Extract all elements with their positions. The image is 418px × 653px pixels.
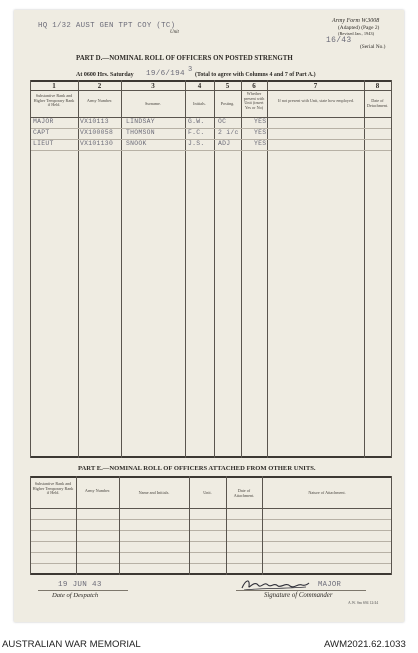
part-e-col-line [76,476,77,575]
table-cell: LIEUT [33,140,54,147]
part-d-year-typed: 3 [188,66,193,74]
col-number: 3 [151,82,155,90]
part-e-title: PART E.—NOMINAL ROLL OF OFFICERS ATTACHED FROM OTHER UNITS. [78,465,316,472]
serial-typed: 16/43 [326,36,352,45]
part-e-col-line [30,476,31,575]
part-e-bottom-rule [30,573,392,575]
col-heading: If not present with Unit, state how employed. [278,98,354,103]
table-cell: OC [218,118,227,125]
part-d-col-line [214,80,215,458]
part-d-col-line [185,80,186,458]
table-cell: ADJ [218,140,231,147]
col-number: 5 [225,82,230,90]
part-e-row-rule [31,519,391,520]
part-d-bottom-rule [30,456,392,458]
col-number: 8 [375,82,380,90]
table-cell: VX100058 [80,129,114,136]
part-e-col-line [119,476,120,575]
credit-right: AWM2021.62.1033 [324,639,406,650]
table-cell: CAPT [33,129,50,136]
part-e-col-heading: Name and Initials. [138,490,170,495]
table-cell: MAJOR [33,118,54,125]
table-cell: F.C. [188,129,205,136]
table-cell: YES [254,140,267,147]
signature-underline [236,590,366,591]
part-e-row-rule [31,530,391,531]
part-d-at-prefix: At 0600 Hrs. Saturday [76,72,134,78]
col-heading: Initials. [193,101,206,106]
part-d-col-line [78,80,79,458]
table-cell: VX101130 [80,140,114,147]
part-d-at-suffix: (Total to agree with Columns 4 and 7 of Part A.) [195,72,316,78]
serial-label: (Serial No.) [360,44,386,50]
part-d-col-line [391,80,392,458]
col-number: 2 [97,82,102,90]
part-e-col-heading: Date of Attachment. [233,488,255,498]
col-number: 1 [52,82,56,90]
col-heading: Army Number. [86,98,113,103]
table-cell: VX10113 [80,118,109,125]
part-e-col-heading: Unit. [203,490,212,495]
table-cell: YES [254,129,267,136]
part-e-heading-rule [30,508,392,509]
part-e-col-line [189,476,190,575]
part-d-row-rule [31,150,391,151]
form-adapted: (Adapted) (Page 2) [338,25,380,31]
part-e-col-line [226,476,227,575]
table-cell: 2 i/c [218,129,239,136]
table-cell: YES [254,118,267,125]
signature-label: Signature of Commander [264,592,333,599]
despatch-underline [38,590,128,591]
col-number: 6 [252,82,256,90]
part-d-number-rule [30,90,392,91]
part-d-col-line [121,80,122,458]
part-e-col-line [262,476,263,575]
part-e-row-rule [31,563,391,564]
table-cell: G.W. [188,118,205,125]
part-e-row-rule [31,552,391,553]
despatch-label: Date of Despatch [52,592,99,599]
credit-left: AUSTRALIAN WAR MEMORIAL [2,639,141,650]
credit-bar [0,636,418,653]
part-d-title: PART D.—NOMINAL ROLL OF OFFICERS ON POSTED STRENGTH [76,55,293,62]
form-revised: (Revised Jan., 1943) [338,31,375,36]
col-heading: Substantive Rank and Higher Temporary Rank if Held. [33,93,75,108]
unit-typed: HQ 1/32 AUST GEN TPT COY (TC) [38,22,176,30]
table-cell: THOMSON [126,129,155,136]
part-e-col-heading: Substantive Rank and Higher Temporary Rank if Held. [32,481,74,496]
unit-label: Unit [170,30,179,35]
despatch-date-typed: 19 JUN 43 [58,581,102,589]
signature-typed: MAJOR [318,581,342,589]
col-heading: Date of Detachment. [366,98,389,108]
print-reference: A.W. Sm 694 12/44 [348,601,379,605]
part-e-row-rule [31,541,391,542]
part-e-col-line [391,476,392,575]
table-cell: SNOOK [126,140,147,147]
part-d-col-line [364,80,365,458]
part-e-col-heading: Army Number. [84,488,111,493]
part-d-date-typed: 19/6/194 [146,70,185,78]
part-e-top-rule [30,476,392,478]
part-e-col-heading: Nature of Attachment. [308,490,346,495]
document-sheet [14,10,404,622]
col-heading: Whether present with Unit (insert Yes or No) [243,91,265,110]
col-number: 4 [197,82,202,90]
form-name: Army Form W.3008 [332,18,380,24]
col-heading: Posting. [220,101,235,106]
table-cell: J.S. [188,140,205,147]
col-heading: Surname. [145,101,161,106]
part-d-col-line [30,80,31,458]
part-d-col-line [241,80,242,458]
table-cell: LINDSAY [126,118,155,125]
part-d-col-line [267,80,268,458]
col-number: 7 [313,82,318,90]
